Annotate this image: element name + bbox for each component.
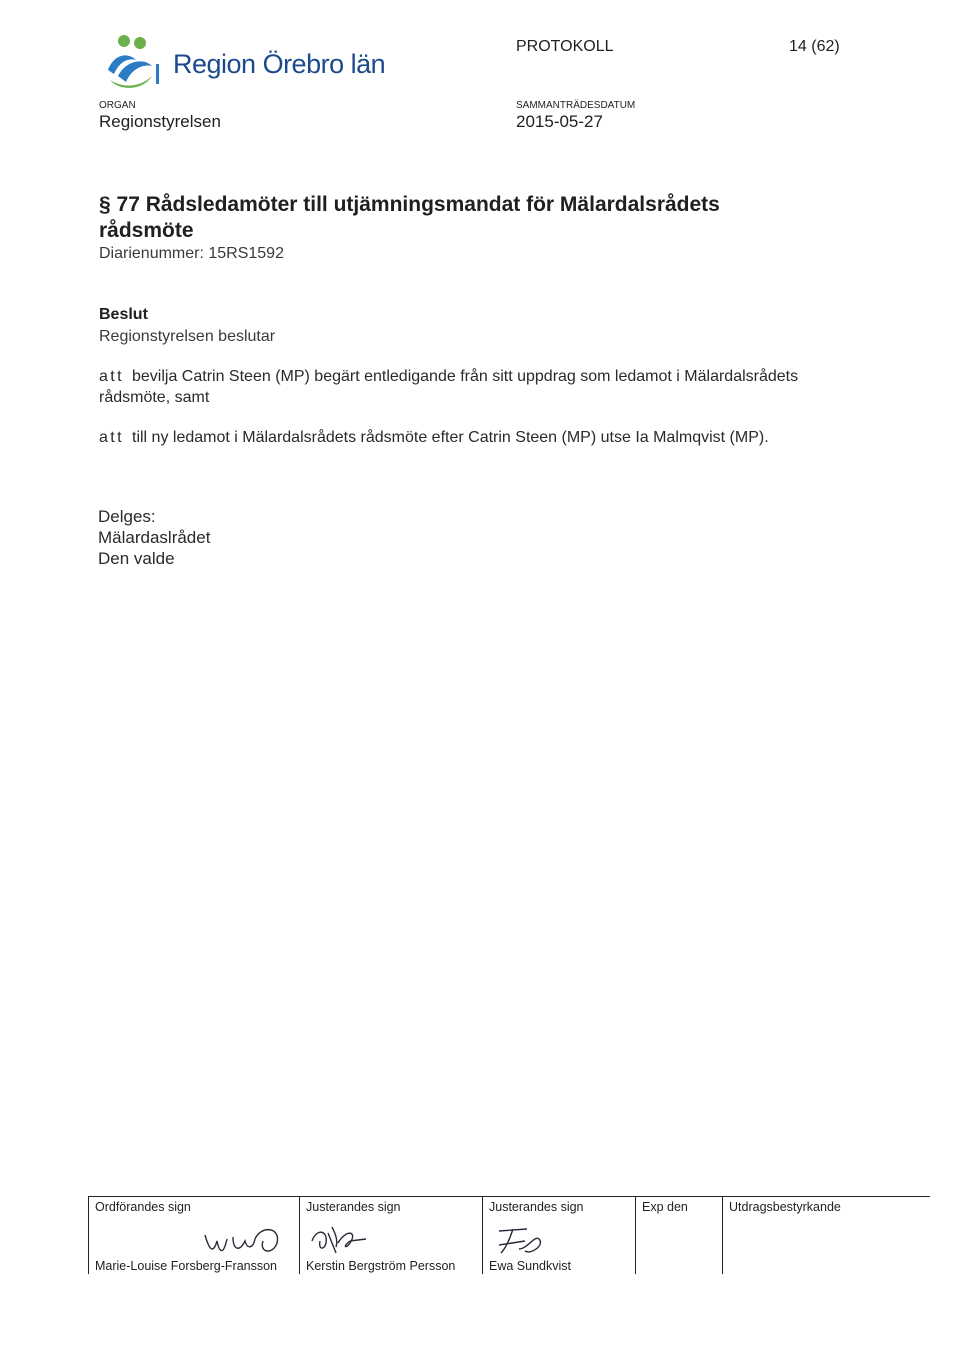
signature-cell-adjuster-1 xyxy=(299,1197,483,1274)
signature-label: Exp den xyxy=(642,1200,688,1214)
document-type: PROTOKOLL xyxy=(516,38,614,55)
region-orebro-logo-icon xyxy=(100,30,162,92)
handwritten-signature-icon xyxy=(306,1219,376,1259)
decision-item xyxy=(99,428,879,449)
signature-label: Justerandes sign xyxy=(489,1200,584,1214)
signature-table xyxy=(88,1196,930,1274)
signature-label: Justerandes sign xyxy=(306,1200,401,1214)
delges-block xyxy=(98,506,210,569)
meeting-date-value: 2015-05-27 xyxy=(516,112,603,131)
decision-item xyxy=(99,367,819,408)
signature-label: Utdragsbestyrkande xyxy=(729,1200,841,1214)
handwritten-signature-icon xyxy=(491,1219,551,1259)
delges-heading: Delges: xyxy=(98,507,156,526)
signature-name: Marie-Louise Forsberg-Fransson xyxy=(95,1259,278,1273)
signature-cell-adjuster-2 xyxy=(482,1197,636,1274)
decision-item-text: till ny ledamot i Mälardalsrådets rådsmöte efter Catrin Steen (MP) utse Ia Malmqvist (MP). xyxy=(132,429,769,446)
decision-item-text: bevilja Catrin Steen (MP) begärt entledigande från sitt uppdrag som ledamot i Mälardalsrådets rådsmöte, samt xyxy=(99,368,799,406)
diarienummer: Diarienummer: 15RS1592 xyxy=(99,245,284,262)
signature-label: Ordförandes sign xyxy=(95,1200,191,1214)
organ-label: ORGAN xyxy=(99,100,136,111)
decision-intro: Regionstyrelsen beslutar xyxy=(99,328,276,345)
decision-heading: Beslut xyxy=(99,306,148,323)
delges-recipient: Mälardaslrådet xyxy=(98,528,211,547)
organ-value: Regionstyrelsen xyxy=(99,112,221,131)
handwritten-signature-icon xyxy=(199,1219,289,1263)
signature-cell-chair xyxy=(88,1197,300,1274)
signature-name: Ewa Sundkvist xyxy=(489,1259,571,1273)
page-number: 14 (62) xyxy=(789,38,840,55)
decision-item-prefix: att xyxy=(99,368,124,385)
signature-name: Kerstin Bergström Persson xyxy=(306,1259,456,1273)
section-title: § 77 Rådsledamöter till utjämningsmandat för Mälardalsrådets rådsmöte xyxy=(99,193,720,242)
decision-item-prefix: att xyxy=(99,429,124,446)
delges-recipient: Den valde xyxy=(98,549,175,568)
meeting-date-label: SAMMANTRÄDESDATUM xyxy=(516,100,636,111)
organization-name: Region Örebro län xyxy=(173,49,386,79)
signature-cell-certification xyxy=(722,1197,931,1274)
signature-cell-exp xyxy=(635,1197,723,1274)
